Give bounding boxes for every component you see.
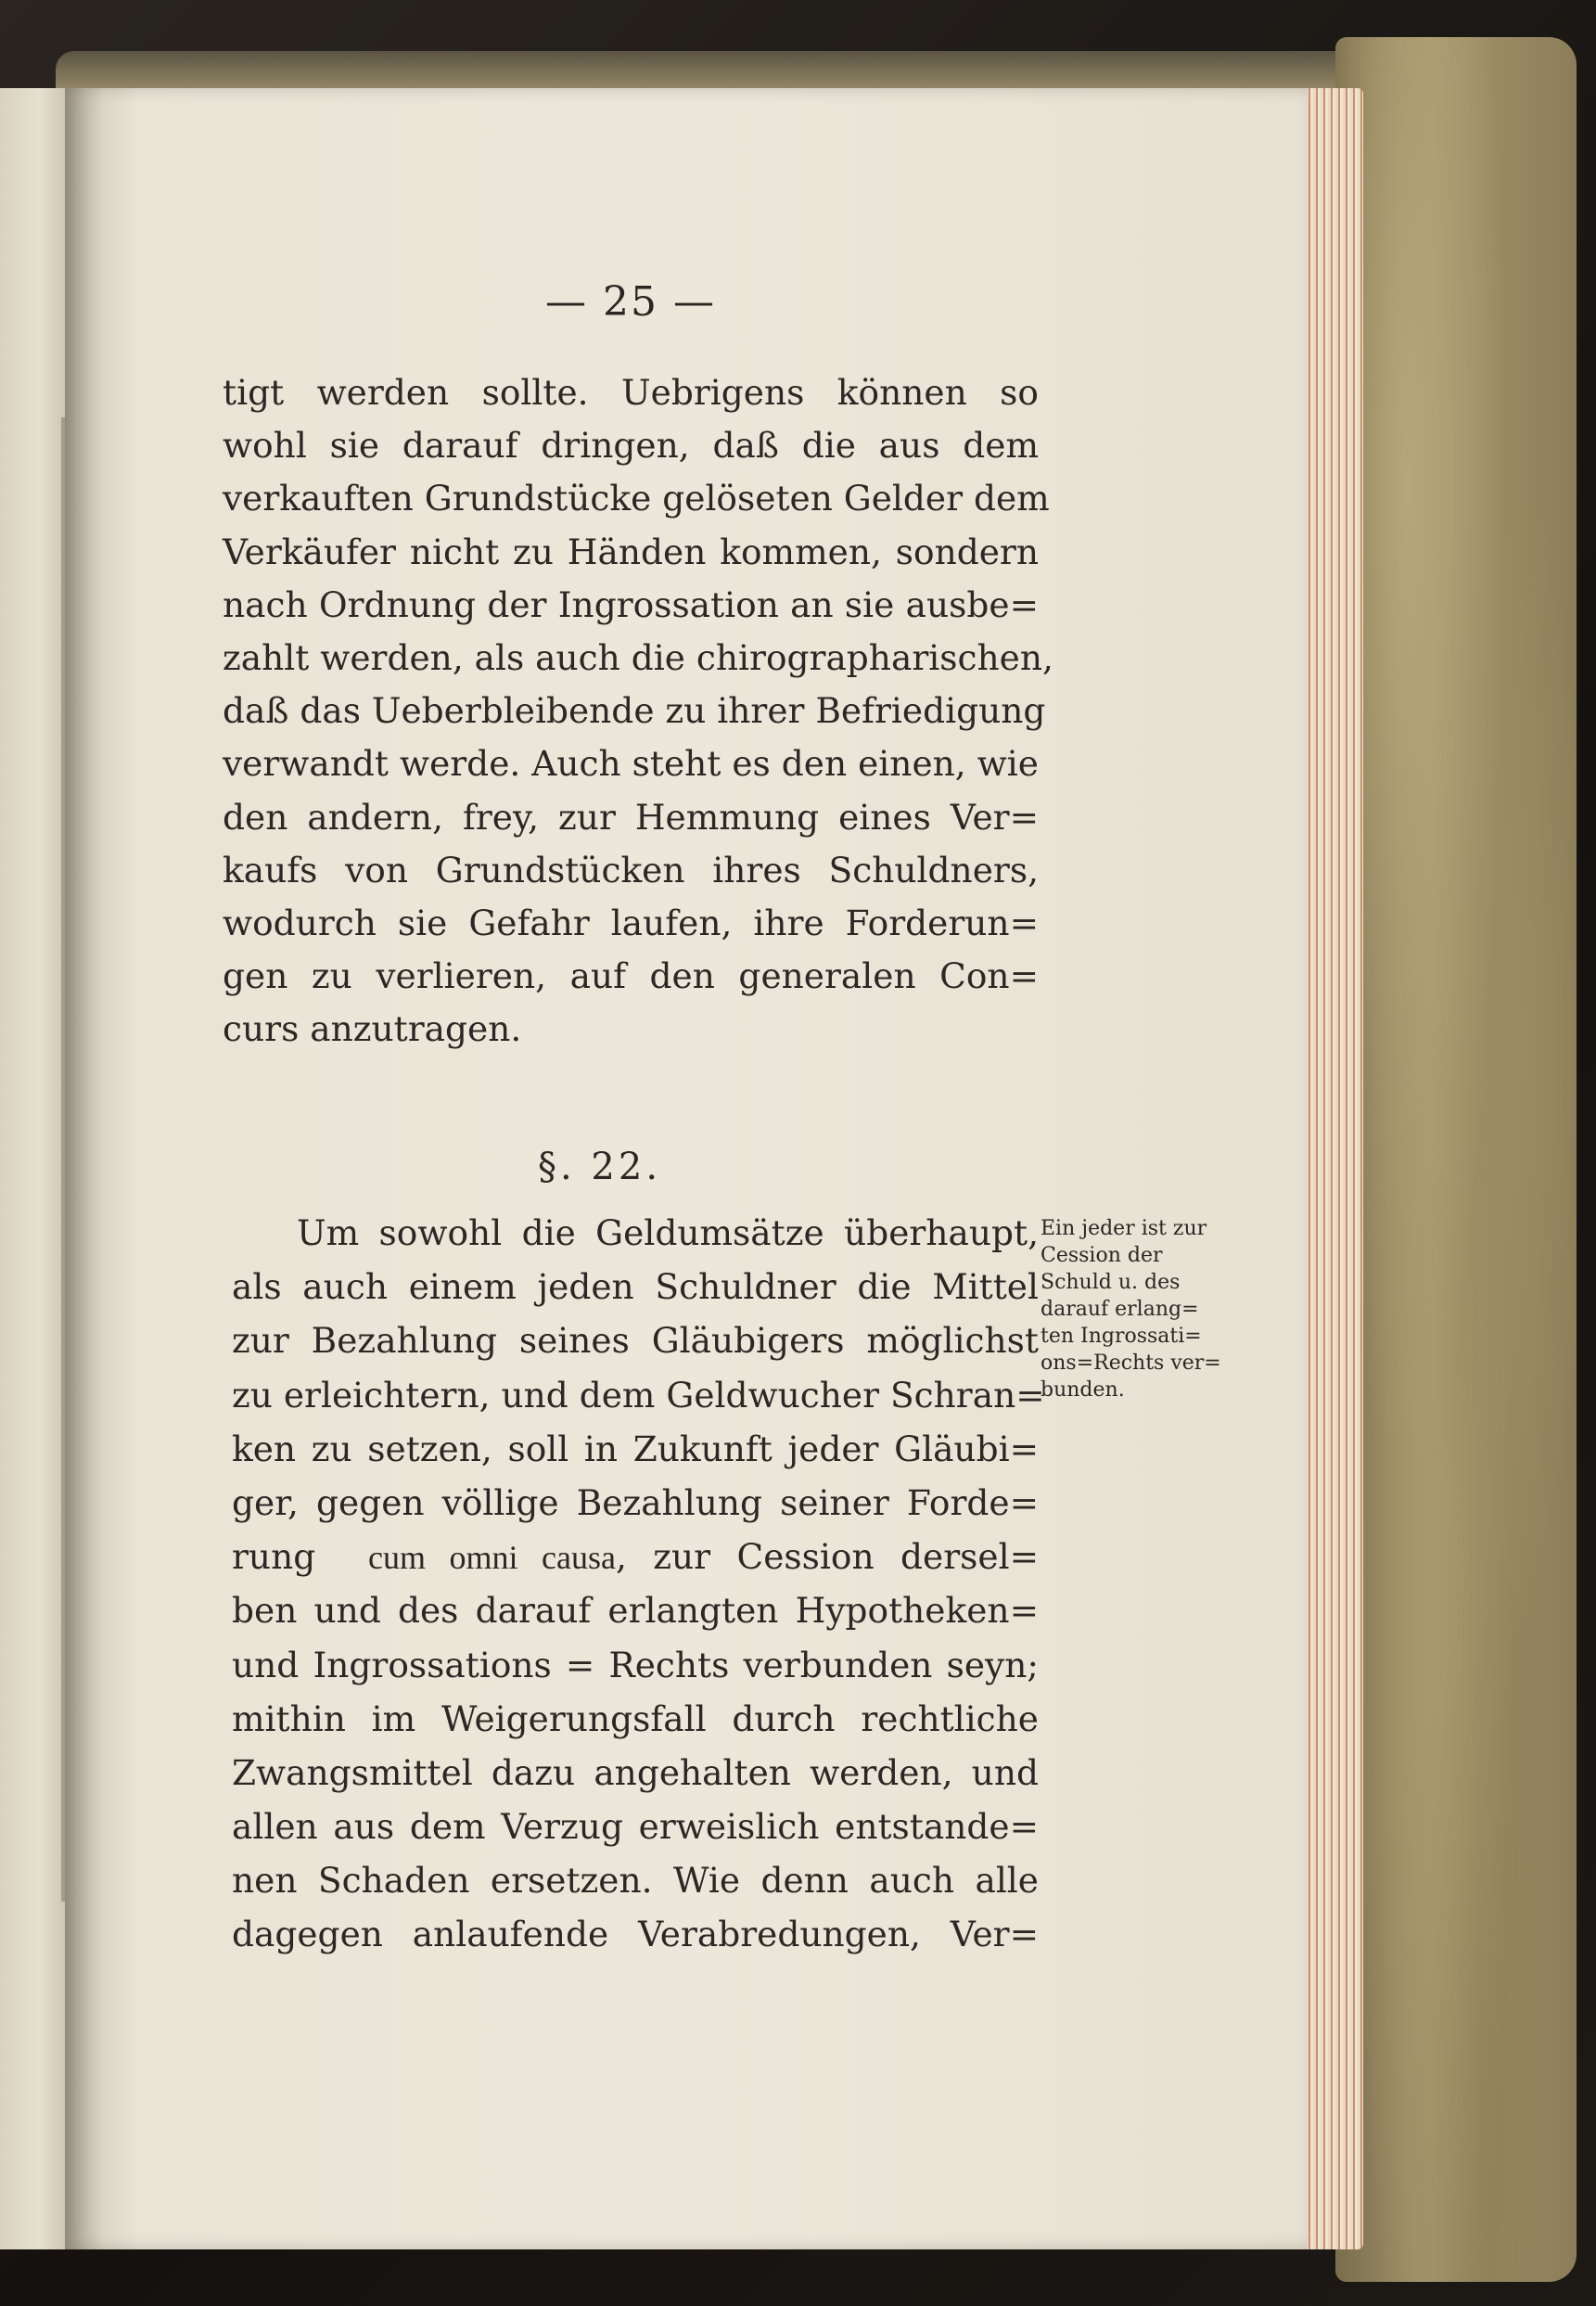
margin-note-line: ten Ingrossati= xyxy=(1041,1325,1202,1348)
text-line-mixed xyxy=(232,1530,1039,1583)
margin-note-line: darauf erlang= xyxy=(1041,1298,1199,1321)
margin-note xyxy=(1041,1215,1263,1403)
paragraph-1 xyxy=(223,366,1053,1056)
paragraph-2 xyxy=(232,1206,1045,1962)
text-line: ben und des darauf erlangten Hypotheken= xyxy=(232,1590,1039,1632)
text-line: tigt werden sollte. Uebrigens können so xyxy=(223,372,1039,413)
margin-note-line: Cession der xyxy=(1041,1244,1163,1267)
text-line: nach Ordnung der Ingrossation an sie ausbe= xyxy=(223,583,1039,625)
text-line: zahlt werden, als auch die chirographarischen, xyxy=(223,636,1053,678)
text-segment: , zur Cession dersel= xyxy=(615,1536,1039,1578)
text-segment: rung xyxy=(232,1536,316,1578)
margin-note-line: ons=Rechts ver= xyxy=(1041,1352,1221,1375)
text-line: den andern, frey, zur Hemmung eines Ver= xyxy=(223,796,1039,838)
text-line: wodurch sie Gefahr laufen, ihre Forderun= xyxy=(223,902,1039,943)
text-line: als auch einem jeden Schuldner die Mittel xyxy=(232,1266,1039,1308)
text-line: kaufs von Grundstücken ihres Schuldners, xyxy=(223,849,1039,890)
text-line: und Ingrossations = Rechts verbunden seyn; xyxy=(232,1644,1039,1685)
marbled-cover-board xyxy=(1335,37,1577,2282)
text-line: mithin im Weigerungsfall durch rechtliche xyxy=(232,1697,1039,1739)
text-line: curs anzutragen. xyxy=(223,1008,522,1050)
text-line: daß das Ueberbleibende zu ihrer Befriedigung xyxy=(223,690,1046,732)
section-heading: §. 22. xyxy=(538,1146,662,1188)
text-line: ken zu setzen, soll in Zukunft jeder Gläubi= xyxy=(232,1428,1039,1469)
left-page-sliver xyxy=(0,88,65,2249)
text-line: Verkäufer nicht zu Händen kommen, sondern xyxy=(223,531,1039,572)
text-line: Zwangsmittel dazu angehalten werden, und xyxy=(232,1751,1039,1793)
margin-note-line: Ein jeder ist zur xyxy=(1041,1217,1207,1240)
text-line: wohl sie darauf dringen, daß die aus dem xyxy=(223,425,1039,467)
text-line: nen Schaden ersetzen. Wie denn auch alle xyxy=(232,1860,1039,1902)
text-line: dagegen anlaufende Verabredungen, Ver= xyxy=(232,1914,1039,1955)
text-line: zu erleichtern, und dem Geldwucher Schran= xyxy=(232,1374,1045,1416)
gutter-shadow xyxy=(65,88,102,2249)
text-line: ger, gegen völlige Bezahlung seiner Forde= xyxy=(232,1481,1039,1523)
text-line: verwandt werde. Auch steht es den einen, wie xyxy=(223,743,1039,785)
margin-note-line: Schuld u. des xyxy=(1041,1271,1181,1294)
text-line: Um sowohl die Geldumsätze überhaupt, xyxy=(297,1212,1039,1253)
text-line: verkauften Grundstücke gelöseten Gelder dem xyxy=(223,478,1050,519)
margin-note-line: bunden. xyxy=(1041,1378,1125,1402)
latin-phrase: cum omni causa xyxy=(368,1539,616,1577)
text-line: gen zu verlieren, auf den generalen Con= xyxy=(223,955,1039,997)
text-line: allen aus dem Verzug erweislich entstande= xyxy=(232,1806,1039,1848)
page-edges xyxy=(1298,88,1363,2249)
page-header: — 25 — xyxy=(545,278,716,326)
text-line: zur Bezahlung seines Gläubigers möglichst xyxy=(232,1320,1039,1362)
